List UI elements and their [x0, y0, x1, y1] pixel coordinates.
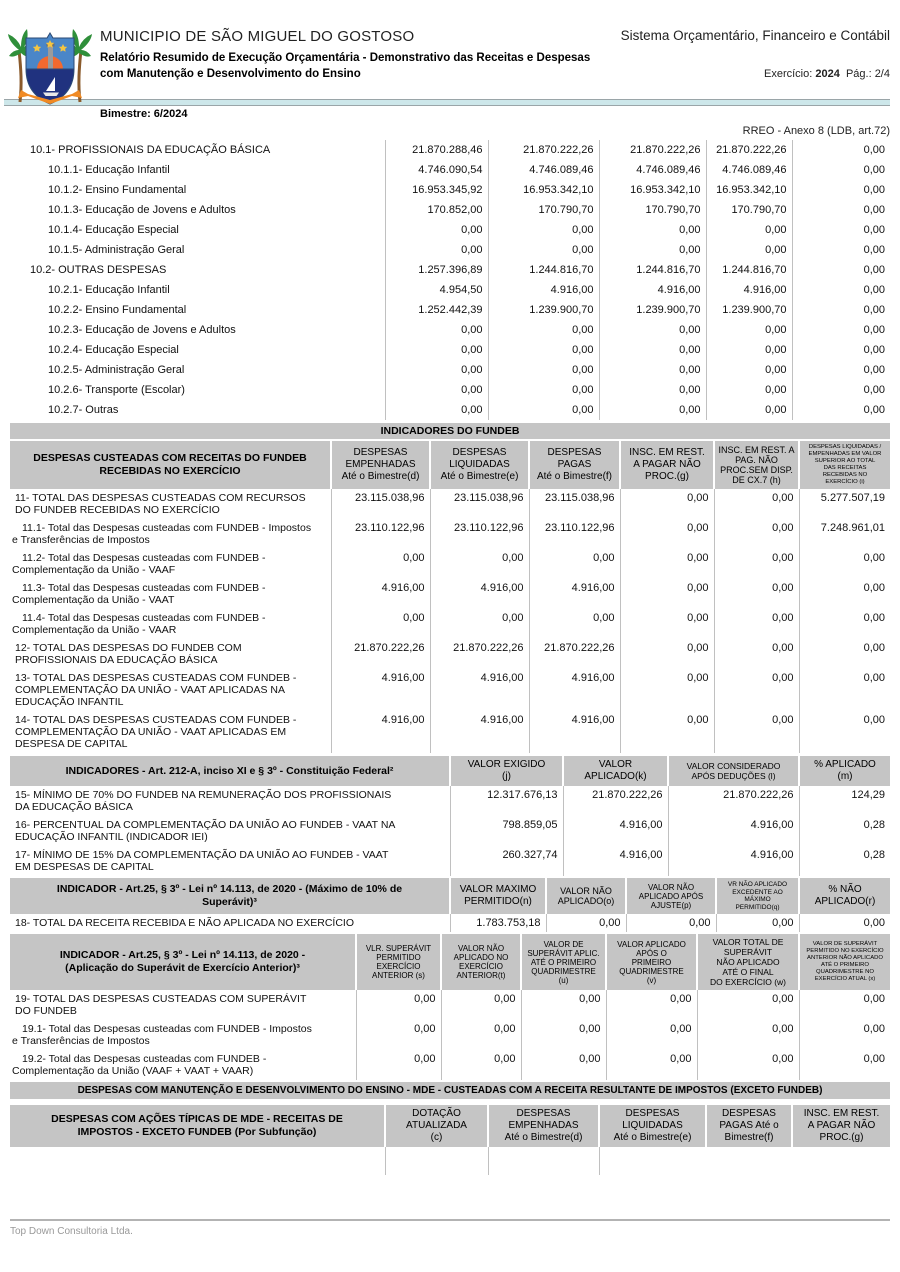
row-label: 19.2- Total das Despesas custeadas com FUNDEB - Complementação da União (VAAF + VAAT + VAAR)	[12, 1053, 267, 1077]
cell-value: 7.248.961,01	[799, 519, 890, 549]
cell-value: 4.916,00	[529, 669, 620, 711]
cell-value: 0,00	[356, 1020, 441, 1050]
table-row	[10, 320, 890, 340]
cell-value: 0,00	[706, 400, 792, 420]
cell-value: 21.870.222,26	[529, 639, 620, 669]
row-label: 10.1.1- Educação Infantil	[48, 164, 170, 176]
table-row	[10, 280, 890, 300]
row-label: 12- TOTAL DAS DESPESAS DO FUNDEB COM PROFISSIONAIS DA EDUCAÇÃO BÁSICA	[15, 642, 242, 666]
cell-value: 0,00	[385, 360, 488, 380]
constitutional-indicators-table	[10, 756, 890, 876]
cell-value: 0,00	[599, 240, 706, 260]
column-header: VALOR DE SUPERÁVIT PERMITIDO NO EXERCÍCIO ANTERIOR NÃO APLICADO ATÉ O PRIMEIRO QUADRIMESTRE NO EXERCÍCIO ATUAL (x)	[799, 934, 890, 990]
cell-value: 0,00	[799, 711, 890, 753]
cell-value: 0,00	[620, 549, 714, 579]
report-header	[0, 0, 900, 140]
cell-value: 21.870.222,26	[430, 639, 529, 669]
cell-value: 0,00	[714, 549, 799, 579]
fundeb-expenses-table	[10, 441, 890, 753]
report-title-line2: com Manutenção e Desenvolvimento do Ensino	[100, 68, 361, 80]
cell-value: 0,00	[385, 240, 488, 260]
cell-value: 0,00	[716, 914, 799, 932]
cell-value: 260.327,74	[450, 846, 563, 876]
cell-value: 0,00	[546, 914, 626, 932]
cell-value	[706, 1147, 792, 1175]
table-row	[10, 1050, 890, 1080]
prior-surplus-table-header	[10, 934, 890, 990]
row-label: 19.1- Total das Despesas custeadas com FUNDEB - Impostos e Transferências de Impostos	[12, 1023, 312, 1047]
table-row	[10, 240, 890, 260]
row-label: 10.1.2- Ensino Fundamental	[48, 184, 187, 196]
cell-value: 0,00	[697, 1050, 799, 1080]
cell-value: 0,00	[620, 609, 714, 639]
footer-divider	[10, 1219, 890, 1221]
cell-value: 0,00	[706, 220, 792, 240]
cell-value: 0,00	[799, 639, 890, 669]
cell-value: 0,00	[606, 1020, 697, 1050]
cell-value: 21.870.288,46	[385, 140, 488, 160]
cell-value: 4.916,00	[331, 711, 430, 753]
cell-value: 0,00	[706, 320, 792, 340]
column-header: INDICADOR - Art.25, § 3º - Lei nº 14.113, de 2020 - (Aplicação do Superávit de Exercício Anterior)³	[10, 934, 356, 990]
column-header: VALOR CONSIDERADO APÓS DEDUÇÕES (l)	[668, 756, 799, 786]
cell-value: 170.852,00	[385, 200, 488, 220]
row-label: 11.2- Total das Despesas custeadas com FUNDEB - Complementação da União - VAAF	[12, 552, 266, 576]
row-label	[10, 1147, 385, 1175]
column-header: DESPESAS CUSTEADAS COM RECEITAS DO FUNDEB RECEBIDAS NO EXERCÍCIO	[10, 441, 331, 489]
cell-value: 0,00	[331, 549, 430, 579]
column-header: VALOR TOTAL DE SUPERÁVIT NÃO APLICADO ATÉ O FINAL DO EXERCÍCIO (w)	[697, 934, 799, 990]
column-header: DESPESAS PAGAS Até o Bimestre(f)	[529, 441, 620, 489]
cell-value: 0,00	[792, 140, 890, 160]
cell-value: 0,00	[356, 990, 441, 1020]
cell-value: 4.916,00	[331, 669, 430, 711]
row-label: 10.2.4- Educação Especial	[48, 344, 179, 356]
row-label: 14- TOTAL DAS DESPESAS CUSTEADAS COM FUNDEB - COMPLEMENTAÇÃO DA UNIÃO - VAAT APLICADAS EM DESPESA DE CAPITAL	[15, 714, 297, 750]
max-surplus-indicator-table	[10, 878, 890, 932]
table-row	[10, 220, 890, 240]
exercise-value: 2024	[815, 68, 840, 80]
column-header: DESPESAS LIQUIDADAS / EMPENHADAS EM VALOR SUPERIOR AO TOTAL DAS RECEITAS RECEBIDAS NO EXERCÍCIO (i)	[799, 441, 890, 489]
column-header: VR NÃO APLICADO EXCEDENTE AO MÁXIMO PERMITIDO(q)	[716, 878, 799, 914]
row-label: 18- TOTAL DA RECEITA RECEBIDA E NÃO APLICADA NO EXERCÍCIO	[15, 917, 355, 929]
cell-value: 0,00	[356, 1050, 441, 1080]
cell-value: 4.916,00	[430, 669, 529, 711]
cell-value: 0,00	[488, 380, 599, 400]
table-row	[10, 549, 890, 579]
table-row	[10, 300, 890, 320]
cell-value: 0,00	[714, 579, 799, 609]
table-row	[10, 669, 890, 711]
cell-value: 0,00	[430, 609, 529, 639]
cell-value: 0,00	[620, 669, 714, 711]
cell-value: 0,00	[488, 340, 599, 360]
table-row	[10, 609, 890, 639]
cell-value: 12.317.676,13	[450, 786, 563, 816]
row-label: 10.1.4- Educação Especial	[48, 224, 179, 236]
annex-label: RREO - Anexo 8 (LDB, art.72)	[742, 125, 890, 137]
table-row	[10, 489, 890, 519]
table-row	[10, 1020, 890, 1050]
row-label: 10.2.2- Ensino Fundamental	[48, 304, 187, 316]
cell-value: 4.916,00	[668, 846, 799, 876]
report-title-line1: Relatório Resumido de Execução Orçamentária - Demonstrativo das Receitas e Despesas	[100, 52, 591, 64]
row-label: 17- MÍNIMO DE 15% DA COMPLEMENTAÇÃO DA UNIÃO AO FUNDEB - VAAT EM DESPESAS DE CAPITAL	[15, 849, 389, 873]
cell-value: 23.115.038,96	[529, 489, 620, 519]
cell-value: 0,00	[620, 579, 714, 609]
cell-value: 0,00	[792, 320, 890, 340]
cell-value: 21.870.222,26	[668, 786, 799, 816]
cell-value: 0,00	[706, 360, 792, 380]
mde-subfunction-table	[10, 1105, 890, 1175]
column-header: VALOR APLICADO(k)	[563, 756, 668, 786]
cell-value: 170.790,70	[706, 200, 792, 220]
cell-value: 0,00	[385, 340, 488, 360]
cell-value: 0,00	[792, 160, 890, 180]
cell-value: 4.746.089,46	[488, 160, 599, 180]
cell-value: 0,00	[488, 320, 599, 340]
cell-value: 0,00	[792, 200, 890, 220]
row-label: 13- TOTAL DAS DESPESAS CUSTEADAS COM FUNDEB - COMPLEMENTAÇÃO DA UNIÃO - VAAT APLICADAS NA EDUCAÇÃO INFANTIL	[15, 672, 297, 708]
row-label: 11.1- Total das Despesas custeadas com FUNDEB - Impostos e Transferências de Impostos	[12, 522, 312, 546]
column-header: VALOR MAXIMO PERMITIDO(n)	[450, 878, 546, 914]
cell-value: 0,00	[697, 1020, 799, 1050]
header-divider	[4, 99, 890, 106]
row-label: 10.2.7- Outras	[48, 404, 119, 416]
column-header: DESPESAS LIQUIDADAS Até o Bimestre(e)	[430, 441, 529, 489]
cell-value: 1.239.900,70	[488, 300, 599, 320]
cell-value: 0,00	[331, 609, 430, 639]
column-header: INSC. EM REST. A PAGAR NÃO PROC.(g)	[620, 441, 714, 489]
cell-value: 0,00	[706, 380, 792, 400]
column-header: VLR. SUPERÁVIT PERMITIDO EXERCÍCIO ANTERIOR (s)	[356, 934, 441, 990]
column-header: VALOR EXIGIDO (j)	[450, 756, 563, 786]
cell-value: 4.916,00	[706, 280, 792, 300]
cell-value: 0,00	[799, 990, 890, 1020]
cell-value: 0,00	[599, 220, 706, 240]
table-row	[10, 786, 890, 816]
column-header: VALOR NÃO APLICADO NO EXERCÍCIO ANTERIOR(t)	[441, 934, 521, 990]
cell-value: 1.244.816,70	[488, 260, 599, 280]
cell-value: 0,00	[521, 1020, 606, 1050]
cell-value: 0,00	[620, 639, 714, 669]
row-label: 19- TOTAL DAS DESPESAS CUSTEADAS COM SUPERÁVIT DO FUNDEB	[15, 993, 307, 1017]
table-row	[10, 990, 890, 1020]
footer-company: Top Down Consultoria Ltda.	[10, 1226, 133, 1237]
cell-value: 4.916,00	[529, 579, 620, 609]
cell-value: 21.870.222,26	[488, 140, 599, 160]
column-header: DESPESAS EMPENHADAS Até o Bimestre(d)	[488, 1105, 599, 1147]
table-row	[10, 1147, 890, 1175]
cell-value: 1.244.816,70	[599, 260, 706, 280]
cell-value: 1.257.396,89	[385, 260, 488, 280]
cell-value: 0,00	[792, 400, 890, 420]
cell-value: 0,00	[626, 914, 716, 932]
column-header: DESPESAS EMPENHADAS Até o Bimestre(d)	[331, 441, 430, 489]
cell-value: 4.916,00	[430, 579, 529, 609]
row-label: 10.2- OUTRAS DESPESAS	[30, 264, 167, 276]
cell-value: 21.870.222,26	[706, 140, 792, 160]
cell-value: 0,00	[529, 549, 620, 579]
cell-value: 4.746.089,46	[706, 160, 792, 180]
fundeb-indicators-band: INDICADORES DO FUNDEB	[10, 423, 890, 439]
mde-section-band: DESPESAS COM MANUTENÇÃO E DESENVOLVIMENTO DO ENSINO - MDE - CUSTEADAS COM A RECEITA RESULTANTE DE IMPOSTOS (EXCETO FUNDEB)	[10, 1082, 890, 1099]
column-header: DESPESAS COM AÇÕES TÍPICAS DE MDE - RECEITAS DE IMPOSTOS - EXCETO FUNDEB (Por Subfunção)	[10, 1105, 385, 1147]
cell-value: 0,00	[385, 380, 488, 400]
mde-expenses-continuation-table	[10, 140, 890, 420]
cell-value: 0,00	[799, 1050, 890, 1080]
cell-value: 0,00	[599, 360, 706, 380]
max-surplus-table-header	[10, 878, 890, 914]
column-header: VALOR NÃO APLICADO APÓS AJUSTE(p)	[626, 878, 716, 914]
cell-value: 0,00	[488, 220, 599, 240]
row-label: 10.2.5- Administração Geral	[48, 364, 185, 376]
cell-value: 0,00	[441, 990, 521, 1020]
cell-value: 0,00	[488, 400, 599, 420]
cell-value: 0,00	[521, 1050, 606, 1080]
column-header: INSC. EM REST. A PAGAR NÃO PROC.(g)	[792, 1105, 890, 1147]
cell-value: 4.746.089,46	[599, 160, 706, 180]
cell-value	[599, 1147, 706, 1175]
cell-value: 0,00	[799, 609, 890, 639]
bimester-label: Bimestre: 6/2024	[100, 108, 188, 120]
cell-value: 1.239.900,70	[599, 300, 706, 320]
cell-value: 0,00	[441, 1020, 521, 1050]
cell-value: 0,00	[385, 220, 488, 240]
cell-value: 4.916,00	[599, 280, 706, 300]
cell-value: 0,00	[792, 180, 890, 200]
cell-value: 23.115.038,96	[331, 489, 430, 519]
column-header: DESPESAS PAGAS Até o Bimestre(f)	[706, 1105, 792, 1147]
table-row	[10, 400, 890, 420]
report-body	[10, 140, 890, 1175]
cell-value: 0,00	[792, 280, 890, 300]
table-row	[10, 816, 890, 846]
cell-value: 0,00	[529, 609, 620, 639]
cell-value: 0,00	[799, 579, 890, 609]
cell-value: 16.953.342,10	[599, 180, 706, 200]
prior-surplus-indicator-table	[10, 934, 890, 1080]
cell-value: 0,28	[799, 816, 890, 846]
cell-value: 4.916,00	[563, 846, 668, 876]
fundeb-table-header	[10, 441, 890, 489]
table-row	[10, 260, 890, 280]
cell-value: 16.953.342,10	[706, 180, 792, 200]
cell-value: 0,00	[620, 711, 714, 753]
cell-value: 1.783.753,18	[450, 914, 546, 932]
cell-value: 1.239.900,70	[706, 300, 792, 320]
cell-value: 1.244.816,70	[706, 260, 792, 280]
cell-value: 0,00	[488, 240, 599, 260]
cell-value: 23.110.122,96	[430, 519, 529, 549]
cell-value: 0,00	[714, 489, 799, 519]
cell-value: 0,00	[792, 240, 890, 260]
cell-value: 0,00	[385, 320, 488, 340]
cell-value: 1.252.442,39	[385, 300, 488, 320]
cell-value: 0,00	[441, 1050, 521, 1080]
cell-value: 0,00	[792, 340, 890, 360]
cell-value: 0,00	[714, 609, 799, 639]
cell-value: 4.916,00	[331, 579, 430, 609]
cell-value: 4.916,00	[430, 711, 529, 753]
cell-value: 0,00	[599, 400, 706, 420]
constitutional-table-header	[10, 756, 890, 786]
cell-value: 0,00	[799, 549, 890, 579]
column-header: VALOR DE SUPERÁVIT APLIC. ATÉ O PRIMEIRO QUADRIMESTRE (u)	[521, 934, 606, 990]
cell-value: 4.916,00	[668, 816, 799, 846]
cell-value: 0,00	[792, 360, 890, 380]
cell-value: 16.953.345,92	[385, 180, 488, 200]
municipality-title: MUNICIPIO DE SÃO MIGUEL DO GOSTOSO	[100, 28, 415, 45]
row-label: 10.1.3- Educação de Jovens e Adultos	[48, 204, 236, 216]
cell-value: 0,00	[599, 340, 706, 360]
cell-value: 0,00	[606, 990, 697, 1020]
cell-value	[792, 1147, 890, 1175]
table-row	[10, 519, 890, 549]
column-header: INDICADOR - Art.25, § 3º - Lei nº 14.113, de 2020 - (Máximo de 10% de Superávit)³	[10, 878, 450, 914]
cell-value: 4.954,50	[385, 280, 488, 300]
table-row	[10, 846, 890, 876]
cell-value: 21.870.222,26	[331, 639, 430, 669]
cell-value: 0,00	[488, 360, 599, 380]
column-header: INSC. EM REST. A PAG. NÃO PROC.SEM DISP. DE CX.7 (h)	[714, 441, 799, 489]
cell-value: 0,00	[706, 240, 792, 260]
page-number: Pág.: 2/4	[845, 68, 890, 80]
cell-value: 0,00	[799, 1020, 890, 1050]
cell-value	[385, 1147, 488, 1175]
cell-value: 4.916,00	[529, 711, 620, 753]
cell-value: 0,00	[799, 669, 890, 711]
row-label: 16- PERCENTUAL DA COMPLEMENTAÇÃO DA UNIÃO AO FUNDEB - VAAT NA EDUCAÇÃO INFANTIL (INDICADOR IEI)	[15, 819, 395, 843]
table-row	[10, 160, 890, 180]
cell-value: 0,00	[714, 639, 799, 669]
cell-value: 4.746.090,54	[385, 160, 488, 180]
cell-value: 0,00	[714, 519, 799, 549]
cell-value: 4.916,00	[488, 280, 599, 300]
cell-value: 21.870.222,26	[563, 786, 668, 816]
cell-value: 23.110.122,96	[331, 519, 430, 549]
table-row	[10, 180, 890, 200]
cell-value: 0,00	[620, 519, 714, 549]
cell-value: 23.110.122,96	[529, 519, 620, 549]
cell-value: 0,28	[799, 846, 890, 876]
cell-value: 0,00	[714, 711, 799, 753]
table-row	[10, 711, 890, 753]
column-header: % APLICADO (m)	[799, 756, 890, 786]
cell-value: 0,00	[430, 549, 529, 579]
mde-subfunction-table-header	[10, 1105, 890, 1147]
exercise-info	[764, 68, 890, 80]
row-label: 10.2.6- Transporte (Escolar)	[48, 384, 185, 396]
cell-value: 0,00	[599, 380, 706, 400]
table-row	[10, 360, 890, 380]
cell-value: 0,00	[792, 220, 890, 240]
table-row	[10, 380, 890, 400]
row-label: 15- MÍNIMO DE 70% DO FUNDEB NA REMUNERAÇÃO DOS PROFISSIONAIS DA EDUCAÇÃO BÁSICA	[15, 789, 392, 813]
cell-value: 170.790,70	[599, 200, 706, 220]
table-row	[10, 579, 890, 609]
system-name: Sistema Orçamentário, Financeiro e Contábil	[620, 28, 890, 43]
cell-value: 124,29	[799, 786, 890, 816]
cell-value: 0,00	[799, 914, 890, 932]
column-header: % NÃO APLICADO(r)	[799, 878, 890, 914]
table-row	[10, 340, 890, 360]
column-header: INDICADORES - Art. 212-A, inciso XI e § 3º - Constituição Federal²	[10, 756, 450, 786]
cell-value: 0,00	[706, 340, 792, 360]
column-header: DOTAÇÃO ATUALIZADA (c)	[385, 1105, 488, 1147]
row-label: 10.2.1- Educação Infantil	[48, 284, 170, 296]
cell-value: 0,00	[620, 489, 714, 519]
row-label: 10.1.5- Administração Geral	[48, 244, 185, 256]
cell-value: 0,00	[697, 990, 799, 1020]
municipality-coat-of-arms-icon	[8, 24, 92, 115]
cell-value: 23.115.038,96	[430, 489, 529, 519]
exercise-label: Exercício:	[763, 68, 813, 80]
cell-value: 16.953.342,10	[488, 180, 599, 200]
table-row	[10, 639, 890, 669]
cell-value: 0,00	[599, 320, 706, 340]
row-label: 10.2.3- Educação de Jovens e Adultos	[48, 324, 236, 336]
table-row	[10, 140, 890, 160]
row-label: 11.3- Total das Despesas custeadas com FUNDEB - Complementação da União - VAAT	[12, 582, 266, 606]
cell-value: 4.916,00	[563, 816, 668, 846]
cell-value: 0,00	[385, 400, 488, 420]
table-row	[10, 200, 890, 220]
row-label: 11- TOTAL DAS DESPESAS CUSTEADAS COM RECURSOS DO FUNDEB RECEBIDAS NO EXERCÍCIO	[15, 492, 306, 516]
cell-value: 5.277.507,19	[799, 489, 890, 519]
cell-value: 0,00	[521, 990, 606, 1020]
row-label: 11.4- Total das Despesas custeadas com FUNDEB - Complementação da União - VAAR	[12, 612, 266, 636]
cell-value: 0,00	[714, 669, 799, 711]
column-header: DESPESAS LIQUIDADAS Até o Bimestre(e)	[599, 1105, 706, 1147]
column-header: VALOR NÃO APLICADO(o)	[546, 878, 626, 914]
row-label: 10.1- PROFISSIONAIS DA EDUCAÇÃO BÁSICA	[30, 144, 271, 156]
cell-value: 21.870.222,26	[599, 140, 706, 160]
cell-value: 798.859,05	[450, 816, 563, 846]
cell-value	[488, 1147, 599, 1175]
cell-value: 0,00	[606, 1050, 697, 1080]
column-header: VALOR APLICADO APÓS O PRIMEIRO QUADRIMESTRE (v)	[606, 934, 697, 990]
cell-value: 0,00	[792, 380, 890, 400]
cell-value: 0,00	[792, 300, 890, 320]
cell-value: 0,00	[792, 260, 890, 280]
table-row	[10, 914, 890, 932]
cell-value: 170.790,70	[488, 200, 599, 220]
